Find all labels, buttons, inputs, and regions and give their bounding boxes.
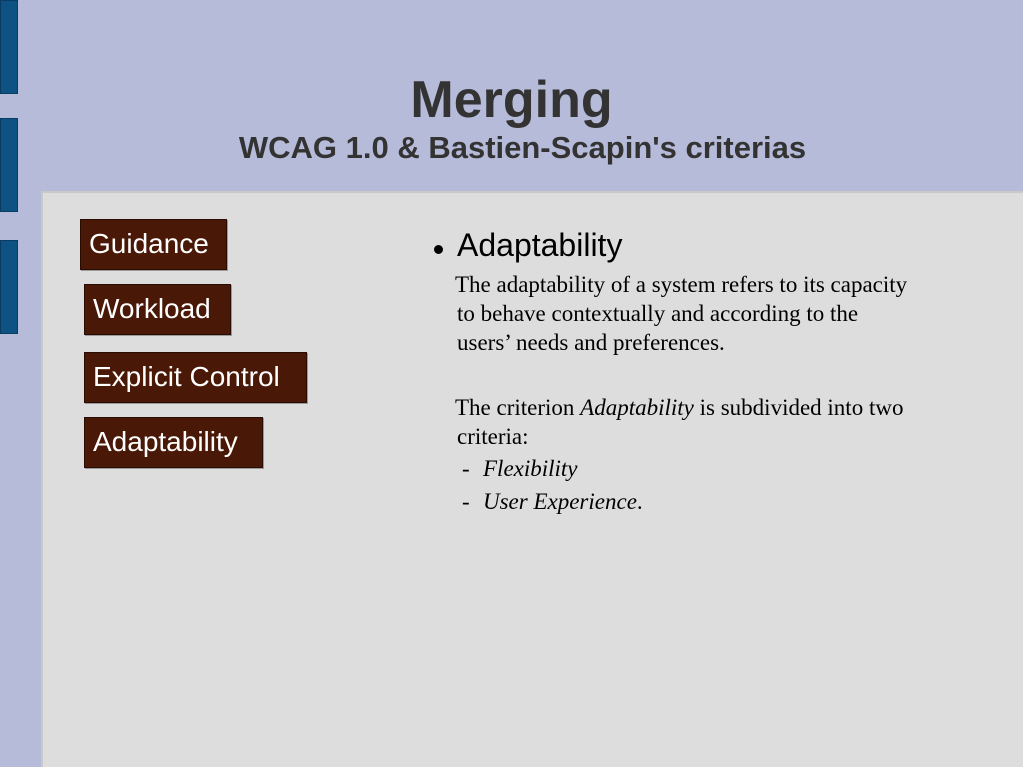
subdivision-line-1	[455, 393, 975, 422]
bullet-dot-icon	[434, 245, 443, 254]
slide-subtitle: WCAG 1.0 & Bastien-Scapin's criterias	[238, 130, 807, 165]
list-dash: -	[462, 489, 470, 514]
criterion-guidance-box[interactable]: Guidance	[80, 219, 227, 270]
slide-title-block	[0, 70, 1023, 166]
sub-criterion-user-experience: User Experience	[483, 489, 637, 514]
definition-line-1: The adaptability of a system refers to its capacity	[455, 272, 908, 297]
criterion-explicit-control-box[interactable]: Explicit Control	[84, 352, 307, 403]
bullet-heading: Adaptability	[457, 227, 623, 263]
sub-criterion-flexibility: Flexibility	[483, 456, 578, 481]
sub-criterion-item	[462, 454, 578, 483]
list-dash: -	[462, 456, 470, 481]
subdivision-line-2: criteria:	[457, 424, 529, 449]
criterion-adaptability-box[interactable]: Adaptability	[84, 417, 263, 468]
sub-criterion-trail: .	[636, 489, 643, 514]
subdivision-suffix: is subdivided into two	[693, 395, 904, 420]
side-decoration-bar-bottom	[0, 240, 18, 334]
sub-criterion-item	[462, 487, 643, 516]
adaptability-definition	[455, 270, 975, 357]
slide-title: Merging	[410, 71, 613, 129]
subdivision-prefix: The criterion	[455, 395, 581, 420]
subdivision-criterion-name: Adaptability	[580, 395, 694, 420]
criterion-workload-box[interactable]: Workload	[84, 284, 231, 335]
definition-line-2: to behave contextually and according to the	[457, 301, 859, 326]
definition-line-3: users’ needs and preferences.	[457, 330, 725, 355]
subdivision-paragraph	[455, 393, 975, 451]
